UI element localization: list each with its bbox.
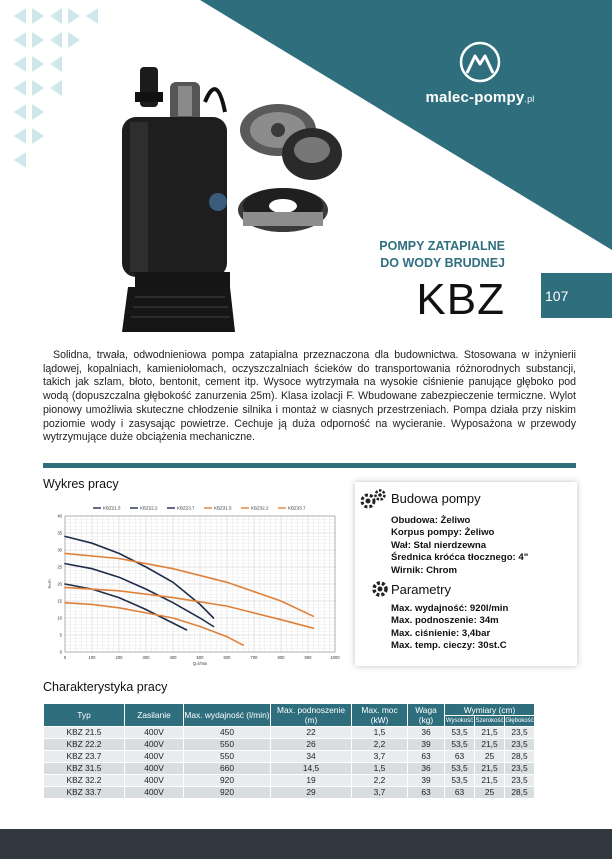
legend-label: KBZ21.5 [103, 505, 121, 511]
params-title: Parametry [391, 582, 451, 597]
table-cell: 36 [408, 727, 444, 738]
build-line: Średnica króćca tłocznego: 4" [391, 552, 529, 564]
table-cell: 34 [271, 751, 351, 762]
table-cell: 53,5 [445, 727, 474, 738]
y-tick-label: 40 [57, 513, 62, 519]
table-cell: 23,5 [505, 775, 534, 786]
product-description: Solidna, trwała, odwodnieniowa pompa zatapialna przeznaczona dla budownictwa. Stosowana w inżynierii lądowej, kopalniach, kamieniołomach, oczyszczalniach ścieków do transportowania różnorodnych substancji, takich jak szlam, błoto, bentonit, cement itp. Wysoce wytrzymała na wysokie ciśnienie panujące głęboko pod wodą (dopuszczalna głębokość zanurzenia 25m). Klasa izolacji F. Wbudowane zabezpieczenie termiczne. Wylot pionowy umożliwia skuteczne chłodzenie silnika i montaż w ciasnych przestrzeniach. Pompa działa przy niskim poziomie wody i zasysając powietrze. Cechuje ją duża odporność na wycieranie. Wyposażona w przewody wytrzymujące duże obciążenia mechaniczne. [43, 349, 576, 444]
table-cell: 2,2 [352, 775, 407, 786]
y-tick-label: 30 [57, 547, 62, 553]
table-cell: 21,5 [475, 763, 504, 774]
table-cell: 1,5 [352, 763, 407, 774]
table-row [44, 763, 534, 774]
table-cell: 400V [125, 787, 183, 798]
table-cell: 400V [125, 775, 183, 786]
col-header: Wymiary (cm) [445, 704, 534, 715]
x-axis-label: Q=l/min [192, 661, 208, 666]
x-tick-label: 100 [88, 655, 96, 660]
table-cell: 53,5 [445, 775, 474, 786]
build-line: Obudowa: Żeliwo [391, 515, 471, 526]
chart-grid [65, 516, 335, 652]
build-line: Korpus pompy: Żeliwo [391, 527, 495, 539]
chart-legend [93, 506, 306, 511]
x-tick-label: 600 [223, 655, 231, 660]
info-panel [355, 482, 577, 666]
col-header: Typ [44, 704, 124, 726]
table-cell: 23,5 [505, 763, 534, 774]
build-line: Wał: Stal nierdzewna [391, 539, 487, 551]
param-line: Max. temp. cieczy: 30st.C [391, 640, 507, 652]
table-cell: KBZ 32.2 [44, 775, 124, 786]
table-cell: 920 [184, 787, 270, 798]
subtitle-line-1: POMPY ZATAPIALNE [379, 239, 505, 253]
table-cell: 36 [408, 763, 444, 774]
brand-logo [385, 40, 575, 106]
table-row [44, 739, 534, 750]
table-cell: 63 [408, 787, 444, 798]
sub-header: Szerokość [475, 718, 504, 724]
y-axis-label: H=m [47, 579, 52, 589]
table-cell: 26 [271, 739, 351, 750]
table-cell: 14,5 [271, 763, 351, 774]
col-header: Max. podnoszenie (m) [271, 704, 351, 726]
model-title: KBZ [416, 275, 505, 324]
col-header: Max. moc (kW) [352, 704, 407, 726]
x-tick-label: 1000 [330, 655, 340, 660]
product-category [335, 238, 505, 272]
table-cell: 25 [475, 787, 504, 798]
table-cell: 450 [184, 727, 270, 738]
table-cell: 63 [445, 787, 474, 798]
param-line: Max. wydajność: 920l/min [391, 603, 509, 614]
table-cell: 63 [445, 751, 474, 762]
x-tick-label: 700 [250, 655, 258, 660]
table-cell: 21,5 [475, 727, 504, 738]
footer-bar [0, 829, 612, 859]
param-line: Max. podnoszenie: 34m [391, 615, 499, 627]
table-cell: 39 [408, 775, 444, 786]
y-tick-label: 15 [57, 598, 62, 604]
col-header: Waga (kg) [408, 704, 444, 726]
table-cell: KBZ 22.2 [44, 739, 124, 750]
y-tick-label: 5 [59, 632, 62, 638]
table-cell: 28,5 [505, 787, 534, 798]
subtitle-line-2: DO WODY BRUDNEJ [380, 256, 505, 270]
page-number-badge [541, 273, 612, 318]
x-tick-label: 800 [277, 655, 285, 660]
legend-label: KBZ22.2 [140, 505, 158, 511]
table-cell: 29 [271, 787, 351, 798]
table-cell: 1,5 [352, 727, 407, 738]
table-cell: 550 [184, 751, 270, 762]
sub-header: Głębokość [505, 718, 534, 724]
settings-gear-icon [371, 580, 389, 598]
table-cell: 2,2 [352, 739, 407, 750]
table-cell: 400V [125, 763, 183, 774]
table-row [44, 775, 534, 786]
table-cell: 25 [475, 751, 504, 762]
section-divider [43, 463, 576, 468]
table-cell: 53,5 [445, 763, 474, 774]
gears-icon [359, 488, 387, 510]
table-cell: 550 [184, 739, 270, 750]
table-row [44, 751, 534, 762]
series-line-KBZ31.5 [65, 603, 243, 646]
y-tick-label: 25 [57, 564, 62, 570]
table-cell: 3,7 [352, 751, 407, 762]
sub-header: Wysokość [445, 718, 474, 724]
table-cell: KBZ 23.7 [44, 751, 124, 762]
x-tick-label: 0 [63, 655, 67, 660]
legend-label: KBZ33.7 [288, 505, 306, 511]
table-cell: 21,5 [475, 775, 504, 786]
y-tick-label: 10 [57, 615, 62, 621]
product-photo [100, 62, 350, 342]
table-cell: 23,5 [505, 727, 534, 738]
table-cell: 3,7 [352, 787, 407, 798]
y-tick-label: 0 [59, 649, 62, 655]
table-section-title: Charakterystyka pracy [43, 680, 168, 694]
table-cell: 63 [408, 751, 444, 762]
x-tick-label: 900 [304, 655, 312, 660]
x-tick-label: 400 [169, 655, 177, 660]
y-tick-label: 20 [57, 581, 62, 587]
logo-mark-icon [457, 40, 503, 84]
table-row [44, 787, 534, 798]
x-tick-label: 300 [142, 655, 150, 660]
col-header: Max. wydajność (l/min) [184, 704, 270, 726]
build-line: Wirnik: Chrom [391, 564, 458, 576]
page-number: 107 [545, 287, 569, 304]
table-cell: 28,5 [505, 751, 534, 762]
build-title: Budowa pompy [391, 491, 481, 506]
legend-label: KBZ23.7 [177, 505, 195, 511]
param-line: Max. ciśnienie: 3,4bar [391, 627, 491, 639]
table-cell: 39 [408, 739, 444, 750]
x-tick-label: 200 [115, 655, 123, 660]
table-cell: 19 [271, 775, 351, 786]
spec-table [43, 703, 535, 799]
table-cell: 660 [184, 763, 270, 774]
performance-chart [43, 500, 343, 668]
table-cell: 22 [271, 727, 351, 738]
logo-tld: .pl [524, 94, 535, 104]
table-cell: 53,5 [445, 739, 474, 750]
table-cell: 400V [125, 739, 183, 750]
table-cell: KBZ 21.5 [44, 727, 124, 738]
table-cell: 400V [125, 751, 183, 762]
logo-text: malec-pompy [425, 89, 525, 106]
col-header: Zasilanie [125, 704, 183, 726]
legend-label: KBZ32.2 [251, 505, 269, 511]
y-tick-label: 35 [57, 530, 62, 536]
table-cell: 400V [125, 727, 183, 738]
table-cell: KBZ 33.7 [44, 787, 124, 798]
legend-label: KBZ31.5 [214, 505, 232, 511]
x-tick-label: 500 [196, 655, 204, 660]
table-cell: KBZ 31.5 [44, 763, 124, 774]
table-row [44, 727, 534, 738]
table-cell: 23,5 [505, 739, 534, 750]
table-cell: 21,5 [475, 739, 504, 750]
table-cell: 920 [184, 775, 270, 786]
chart-section-title: Wykres pracy [43, 477, 119, 491]
